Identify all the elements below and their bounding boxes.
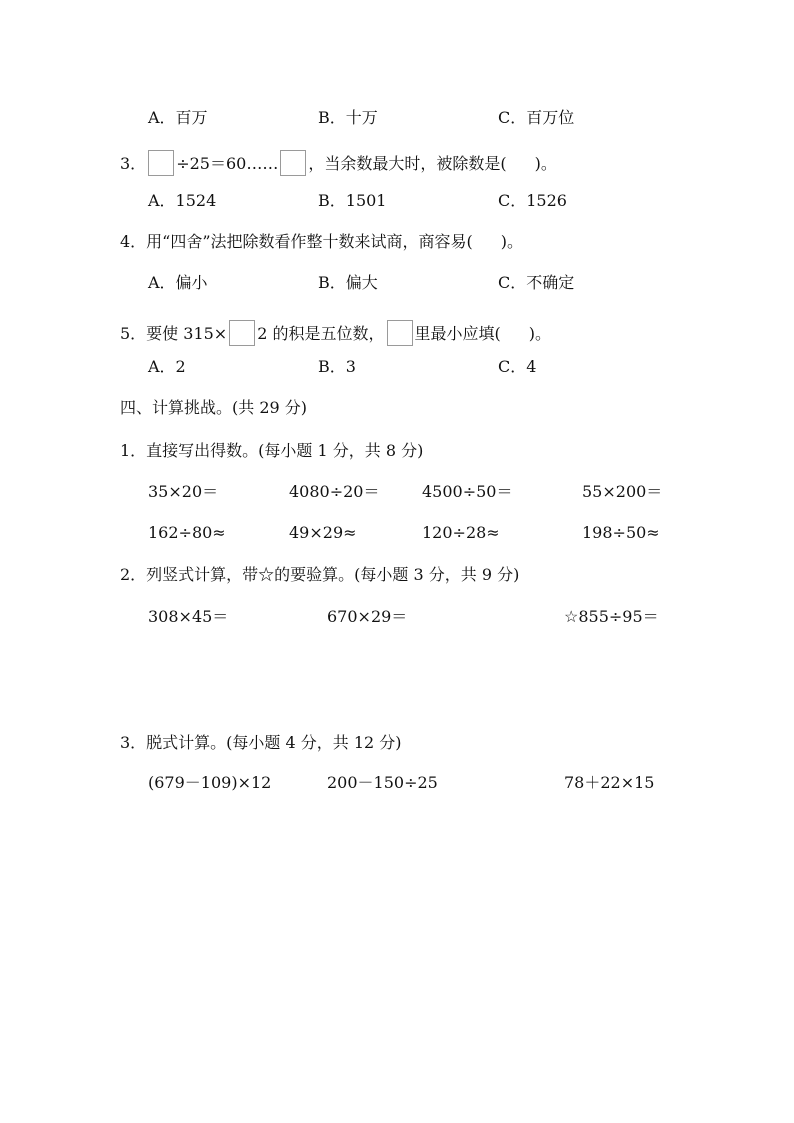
part1-title: 1．直接写出得数。(每小题 1 分，共 8 分) (120, 441, 424, 460)
q3-question-text: ，当余数最大时，被除数是( (308, 154, 507, 173)
oral-calc-item: 162÷80≈ (148, 523, 226, 542)
q3-end: )。 (534, 154, 557, 173)
q5-text-part2: 2 的积是五位数， (257, 324, 385, 343)
oral-calc-item: 49×29≈ (289, 523, 357, 542)
oral-calc-item: 55×200＝ (582, 482, 663, 501)
q5-blank-box-digit (229, 320, 255, 346)
q5-blank-box-reference (387, 320, 413, 346)
q4-question-text: 4．用“四舍”法把除数看作整十数来试商，商容易( (120, 232, 473, 251)
q2-option-a: A．百万 (148, 108, 208, 127)
vertical-calc-item-with-check: ☆855÷95＝ (564, 607, 659, 626)
q3-blank-box-dividend (148, 150, 174, 176)
q5-text-part3: 里最小应填( (414, 324, 501, 343)
q2-option-b: B．十万 (318, 108, 378, 127)
q5-option-a: A．2 (148, 357, 186, 376)
stepwise-calc-item: 200－150÷25 (327, 773, 438, 792)
q3-blank-box-remainder (280, 150, 306, 176)
stepwise-calc-item: (679－109)×12 (148, 773, 272, 792)
q3-number: 3． (120, 154, 147, 173)
q5-option-b: B．3 (318, 357, 356, 376)
q2-option-c: C．百万位 (498, 108, 575, 127)
oral-calc-item: 4080÷20＝ (289, 482, 380, 501)
vertical-calc-item: 670×29＝ (327, 607, 408, 626)
vertical-calc-item: 308×45＝ (148, 607, 229, 626)
q5-option-c: C．4 (498, 357, 537, 376)
oral-calc-item: 4500÷50＝ (422, 482, 513, 501)
part2-title: 2．列竖式计算，带☆的要验算。(每小题 3 分，共 9 分) (120, 565, 520, 584)
stepwise-calc-item: 78＋22×15 (564, 773, 655, 792)
q3-stem (120, 150, 557, 176)
q4-option-a: A．偏小 (148, 273, 208, 292)
oral-calc-item: 198÷50≈ (582, 523, 660, 542)
oral-calc-item: 120÷28≈ (422, 523, 500, 542)
part3-title: 3．脱式计算。(每小题 4 分，共 12 分) (120, 733, 402, 752)
q3-option-c: C．1526 (498, 191, 567, 210)
q5-end: )。 (528, 324, 551, 343)
q3-option-a: A．1524 (148, 191, 217, 210)
q4-end: )。 (500, 232, 524, 251)
q4-option-c: C．不确定 (498, 273, 575, 292)
oral-calc-item: 35×20＝ (148, 482, 219, 501)
q4-stem (120, 230, 523, 254)
section-4-title: 四、计算挑战。(共 29 分) (120, 398, 308, 417)
q5-text-part1: 5．要使 315× (120, 324, 228, 343)
q5-stem (120, 320, 551, 346)
q3-option-b: B．1501 (318, 191, 387, 210)
q3-expression: ÷25＝60…… (176, 154, 279, 173)
q4-option-b: B．偏大 (318, 273, 378, 292)
